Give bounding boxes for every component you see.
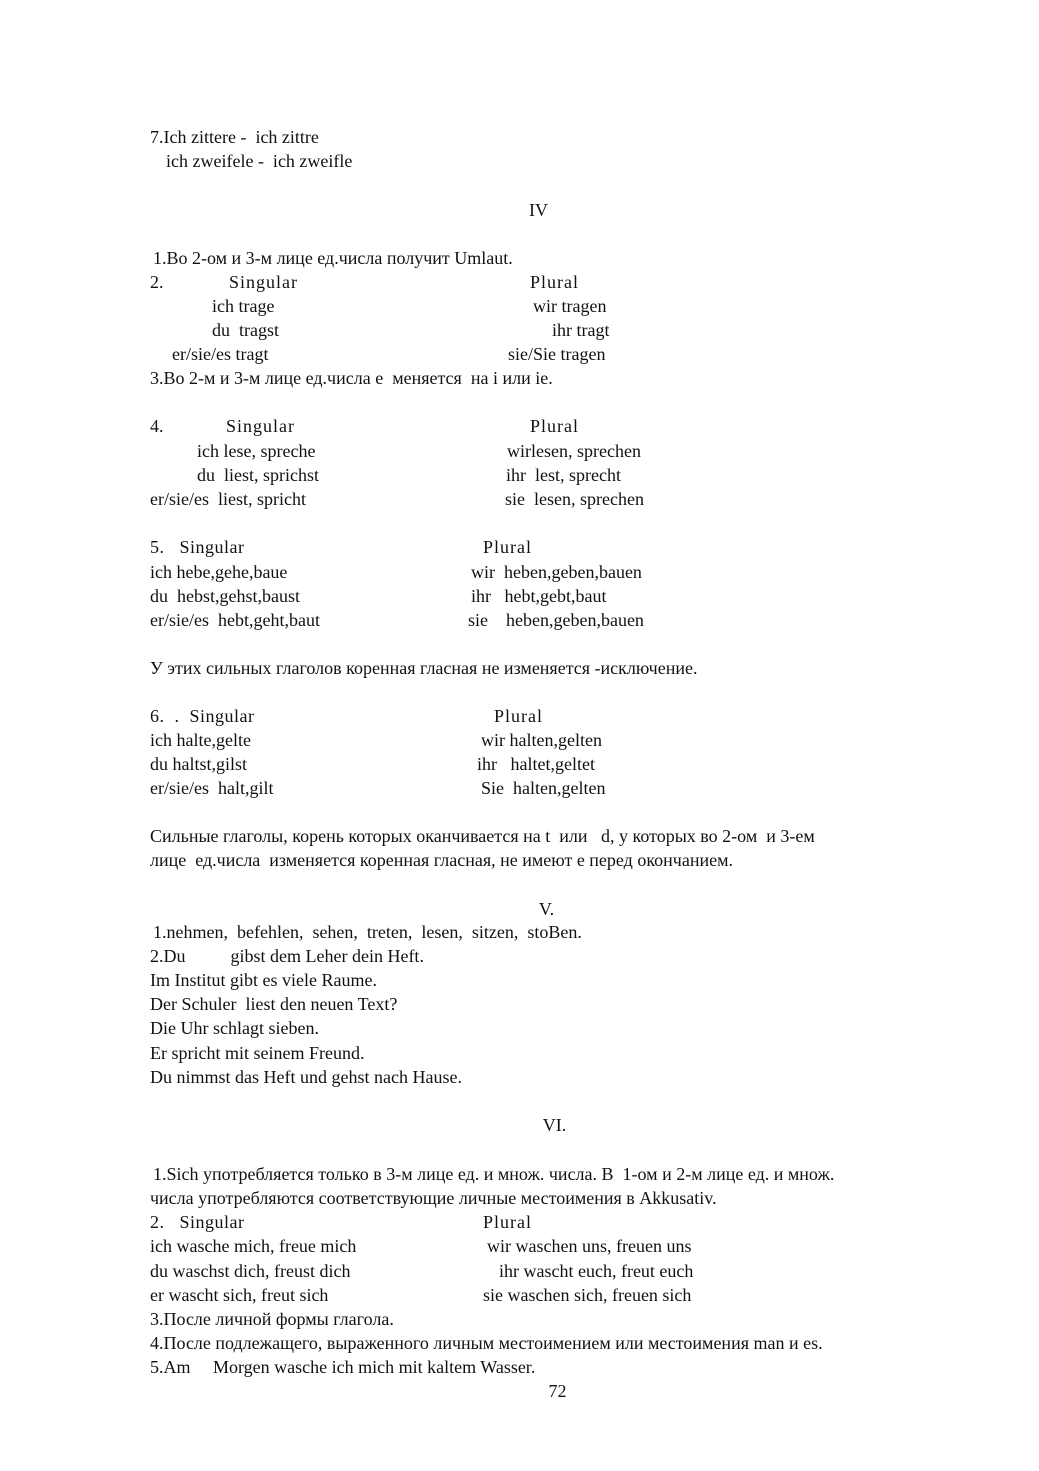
iv-item2-sg-row: er/sie/es tragt: [172, 344, 269, 364]
iv-item4-plural-header: Plural: [530, 416, 579, 436]
item7-line2: ich zweifele - ich zweifle: [166, 151, 353, 171]
iv-item4-pl-row: ihr lest, sprecht: [506, 465, 621, 485]
v-line: 1.nehmen, befehlen, sehen, treten, lesen, sitzen, stoBen.: [153, 922, 582, 942]
iv-item6-plural-header: Plural: [494, 706, 543, 726]
iv-item5-pl-row: sie heben,geben,bauen: [468, 610, 644, 630]
iv-item1: 1.Во 2-ом и 3-м лице ед.числа получит Umlaut.: [153, 248, 513, 268]
iv-item4-sg-row: ich lese, spreche: [197, 441, 316, 461]
vi-item2-pl-row: sie waschen sich, freuen sich: [483, 1285, 692, 1305]
v-line: Du nimmst das Heft und gehst nach Hause.: [150, 1067, 462, 1087]
iv-item6-note-line2: лице ед.числа изменяется коренная гласная, не имеют е перед окончанием.: [150, 850, 733, 870]
iv-item6-pl-row: ihr haltet,geltet: [477, 754, 595, 774]
iv-item3: 3.Во 2-м и 3-м лице ед.числа е меняется на i или ie.: [150, 368, 553, 388]
iv-item5-sg-row: er/sie/es hebt,geht,baut: [150, 610, 320, 630]
vi-item2-sg-row: ich wasche mich, freue mich: [150, 1236, 357, 1256]
page-number: 72: [548, 1381, 567, 1401]
iv-item5-note: У этих сильных глаголов коренная гласная не изменяется -исключение.: [150, 658, 698, 678]
iv-item5-pl-row: wir heben,geben,bauen: [471, 562, 642, 582]
vi-item2-plural-header: Plural: [483, 1212, 532, 1232]
v-line: Im Institut gibt es viele Raume.: [150, 970, 377, 990]
iv-item4-sg-row: er/sie/es liest, spricht: [150, 489, 306, 509]
iv-item2-singular-header: Singular: [229, 272, 298, 292]
vi-item1-line2: числа употребляются соответствующие личные местоимения в Akkusativ.: [150, 1188, 717, 1208]
vi-item3: 3.После личной формы глагола.: [150, 1309, 394, 1329]
vi-item4: 4.После подлежащего, выраженного личным местоимением или местоимения man и es.: [150, 1333, 823, 1353]
iv-item6-pl-row: wir halten,gelten: [481, 730, 602, 750]
item7-line1: 7.Ich zittere - ich zittre: [150, 127, 319, 147]
iv-item2-pl-row: ihr tragt: [552, 320, 610, 340]
vi-item2-sg-row: er wascht sich, freut sich: [150, 1285, 329, 1305]
iv-item4-sg-row: du liest, sprichst: [197, 465, 319, 485]
iv-item5-header: 5. Singular: [150, 537, 245, 557]
iv-item4-pl-row: sie lesen, sprechen: [505, 489, 644, 509]
iv-item2-sg-row: du tragst: [212, 320, 279, 340]
iv-item5-pl-row: ihr hebt,gebt,baut: [471, 586, 607, 606]
vi-item2-header: 2. Singular: [150, 1212, 245, 1232]
v-line: 2.Du gibst dem Leher dein Heft.: [150, 946, 424, 966]
v-line: Der Schuler liest den neuen Text?: [150, 994, 398, 1014]
iv-item6-sg-row: du haltst,gilst: [150, 754, 248, 774]
iv-item6-header: 6. . Singular: [150, 706, 255, 726]
vi-item5: 5.Am Morgen wasche ich mich mit kaltem Wasser.: [150, 1357, 536, 1377]
iv-item2-pl-row: sie/Sie tragen: [508, 344, 606, 364]
vi-item2-pl-row: wir waschen uns, freuen uns: [487, 1236, 692, 1256]
iv-item6-sg-row: ich halte,gelte: [150, 730, 251, 750]
vi-item2-sg-row: du waschst dich, freust dich: [150, 1261, 351, 1281]
iv-item6-pl-row: Sie halten,gelten: [481, 778, 606, 798]
section-heading-vi: VI.: [542, 1115, 567, 1135]
iv-item2-plural-header: Plural: [530, 272, 579, 292]
v-line: Er spricht mit seinem Freund.: [150, 1043, 365, 1063]
iv-item4-singular-header: Singular: [226, 416, 295, 436]
iv-item2-sg-row: ich trage: [212, 296, 275, 316]
v-line: Die Uhr schlagt sieben.: [150, 1018, 319, 1038]
iv-item2-pl-row: wir tragen: [533, 296, 607, 316]
iv-item2-number: 2.: [150, 272, 164, 292]
section-heading-v: V.: [538, 899, 555, 919]
iv-item6-note-line1: Сильные глаголы, корень которых оканчивается на t или d, у которых во 2-ом и 3-ем: [150, 826, 815, 846]
vi-item1-line1: 1.Sich употребляется только в 3-м лице ед. и множ. числа. В 1-ом и 2-м лице ед. и множ.: [153, 1164, 835, 1184]
iv-item5-sg-row: du hebst,gehst,baust: [150, 586, 300, 606]
iv-item4-number: 4.: [150, 416, 164, 436]
iv-item6-sg-row: er/sie/es halt,gilt: [150, 778, 274, 798]
vi-item2-pl-row: ihr wascht euch, freut euch: [499, 1261, 694, 1281]
iv-item5-sg-row: ich hebe,gehe,baue: [150, 562, 288, 582]
iv-item5-plural-header: Plural: [483, 537, 532, 557]
iv-item4-pl-row: wirlesen, sprechen: [507, 441, 641, 461]
section-heading-iv: IV: [529, 200, 548, 220]
